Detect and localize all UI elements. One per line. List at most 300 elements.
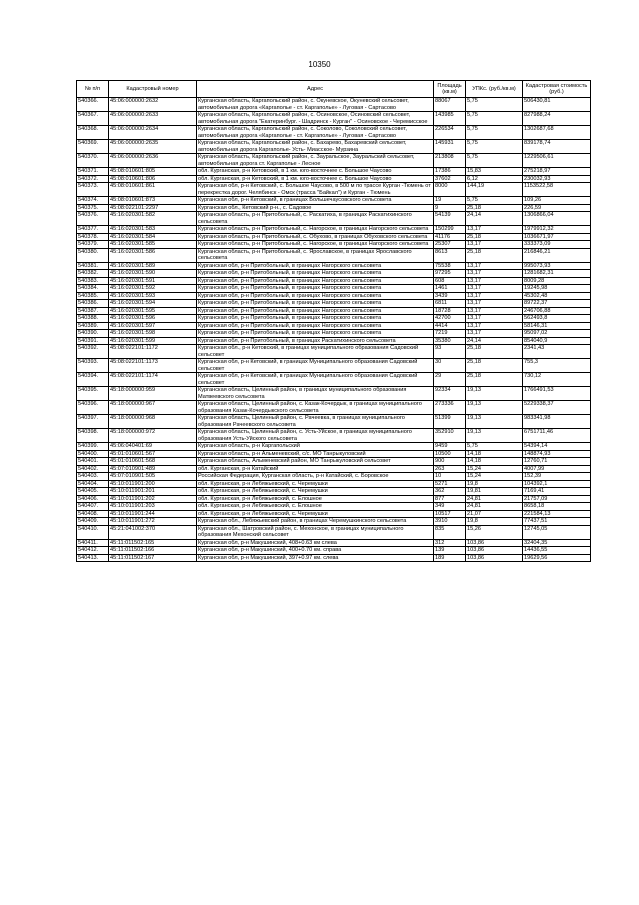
row-number-cell: 540391. <box>77 337 109 345</box>
cadastral-cost-cell: 221584,13 <box>523 510 591 518</box>
header-cost: Кадастровая стоимость (руб.) <box>523 81 591 98</box>
cadastral-number-cell: 45:16:020301:590 <box>109 270 197 278</box>
cadastral-cost-cell: 827988,24 <box>523 112 591 126</box>
row-number-cell: 540389. <box>77 322 109 330</box>
area-cell: 17386 <box>434 168 466 176</box>
table-row <box>77 248 591 262</box>
area-cell: 42700 <box>434 315 466 323</box>
cadastral-cost-cell: 226,59 <box>523 204 591 212</box>
area-cell: 9 <box>434 204 466 212</box>
cadastral-number-cell: 45:08:010601:873 <box>109 197 197 205</box>
area-cell: 145931 <box>434 140 466 154</box>
row-number-cell: 540411. <box>77 539 109 547</box>
cadastral-number-cell: 45:10:011901:200 <box>109 480 197 488</box>
table-row <box>77 415 591 429</box>
upks-cell: 19,13 <box>466 415 523 429</box>
cadastral-cost-cell: 6751711,46 <box>523 429 591 443</box>
cadastral-number-cell: 45:21:041002:370 <box>109 525 197 539</box>
upks-cell: 21,07 <box>466 510 523 518</box>
cadastral-cost-cell: 839178,74 <box>523 140 591 154</box>
cadastral-number-cell: 45:16:020301:585 <box>109 241 197 249</box>
row-number-cell: 540367. <box>77 112 109 126</box>
cadastral-cost-cell: 1153522,58 <box>523 183 591 197</box>
cadastral-cost-cell: 755,3 <box>523 359 591 373</box>
cadastral-cost-cell: 19245,98 <box>523 285 591 293</box>
cadastral-cost-cell: 45302,48 <box>523 292 591 300</box>
cadastral-number-cell: 45:08:010601:806 <box>109 175 197 183</box>
row-number-cell: 540385. <box>77 292 109 300</box>
area-cell: 93 <box>434 345 466 359</box>
cadastral-number-cell: 45:16:020301:582 <box>109 212 197 226</box>
upks-cell: 103,86 <box>466 554 523 562</box>
row-number-cell: 540408. <box>77 510 109 518</box>
cadastral-number-cell: 45:08:022101:1174 <box>109 373 197 387</box>
table-row <box>77 345 591 359</box>
address-cell: Курганская область, Целинный район, с. Рачеевка, в границах муниципального образования Рачеевского сельсовета <box>197 415 434 429</box>
address-cell: Курганская обл, р-н Притобольный, в границах Нагорского сельсовета <box>197 292 434 300</box>
cadastral-cost-cell: 14436,55 <box>523 547 591 555</box>
row-number-cell: 540404. <box>77 480 109 488</box>
upks-cell: 13,17 <box>466 285 523 293</box>
area-cell: 8000 <box>434 183 466 197</box>
cadastral-number-cell: 45:06:000000:2635 <box>109 140 197 154</box>
cadastral-number-cell: 45:18:000000:972 <box>109 429 197 443</box>
cadastral-cost-cell: 1302687,68 <box>523 126 591 140</box>
area-cell: 900 <box>434 458 466 466</box>
row-number-cell: 540373. <box>77 183 109 197</box>
row-number-cell: 540398. <box>77 429 109 443</box>
upks-cell: 13,17 <box>466 241 523 249</box>
upks-cell: 15,24 <box>466 465 523 473</box>
cadastral-cost-cell: 854040,9 <box>523 337 591 345</box>
table-row <box>77 554 591 562</box>
upks-cell: 14,18 <box>466 458 523 466</box>
cadastral-number-cell: 45:08:010601:861 <box>109 183 197 197</box>
row-number-cell: 540406. <box>77 495 109 503</box>
area-cell: 3910 <box>434 518 466 526</box>
row-number-cell: 540377. <box>77 226 109 234</box>
table-row <box>77 183 591 197</box>
row-number-cell: 540379. <box>77 241 109 249</box>
upks-cell: 19,8 <box>466 480 523 488</box>
cadastral-number-cell: 45:16:020301:595 <box>109 307 197 315</box>
row-number-cell: 540386. <box>77 300 109 308</box>
cadastral-cost-cell: 12745,05 <box>523 525 591 539</box>
cadastral-number-cell: 45:08:010601:805 <box>109 168 197 176</box>
area-cell: 150299 <box>434 226 466 234</box>
area-cell: 139 <box>434 547 466 555</box>
table-row <box>77 322 591 330</box>
address-cell: Курганская обл., Шатровский район, с. Мехонское, в границах муниципального образования Мехонский сельсовет <box>197 525 434 539</box>
address-cell: обл. Курганская, р-н Лебяжьевский, с. Елошное <box>197 495 434 503</box>
cadastral-number-cell: 45:06:000000:2632 <box>109 98 197 112</box>
address-cell: Курганская обл, р-н Притобольный, в границах Нагорского сельсовета <box>197 330 434 338</box>
row-number-cell: 540374. <box>77 197 109 205</box>
cadastral-number-cell: 45:18:000000:967 <box>109 401 197 415</box>
address-cell: Курганская обл., Лебяжьевский район, в границах Черемушкинского сельсовета <box>197 518 434 526</box>
upks-cell: 24,14 <box>466 212 523 226</box>
cadastral-number-cell: 45:16:020301:589 <box>109 262 197 270</box>
table-row <box>77 473 591 481</box>
area-cell: 41176 <box>434 233 466 241</box>
area-cell: 35380 <box>434 337 466 345</box>
table-row <box>77 204 591 212</box>
table-row <box>77 212 591 226</box>
upks-cell: 13,17 <box>466 322 523 330</box>
area-cell: 18728 <box>434 307 466 315</box>
row-number-cell: 540378. <box>77 233 109 241</box>
upks-cell: 5,75 <box>466 443 523 451</box>
table-row <box>77 140 591 154</box>
row-number-cell: 540366. <box>77 98 109 112</box>
row-number-cell: 540405. <box>77 488 109 496</box>
area-cell: 29 <box>434 373 466 387</box>
cadastral-number-cell: 45:06:000000:2636 <box>109 154 197 168</box>
address-cell: Курганская обл, р-н Притобольный, в границах Нагорского сельсовета <box>197 270 434 278</box>
upks-cell: 13,17 <box>466 270 523 278</box>
upks-cell: 15,26 <box>466 525 523 539</box>
area-cell: 25307 <box>434 241 466 249</box>
cadastral-cost-cell: 216846,21 <box>523 248 591 262</box>
cadastral-cost-cell: 8009,28 <box>523 277 591 285</box>
cadastral-cost-cell: 109,26 <box>523 197 591 205</box>
header-area: Площадь (кв.м) <box>434 81 466 98</box>
row-number-cell: 540401. <box>77 458 109 466</box>
upks-cell: 144,19 <box>466 183 523 197</box>
cadastral-cost-cell: 2341,43 <box>523 345 591 359</box>
header-addr: Адрес <box>197 81 434 98</box>
row-number-cell: 540400. <box>77 450 109 458</box>
table-row <box>77 458 591 466</box>
address-cell: обл. Курганская, р-н Лебяжьевский, с. Черемушки <box>197 510 434 518</box>
row-number-cell: 540388. <box>77 315 109 323</box>
upks-cell: 25,18 <box>466 345 523 359</box>
row-number-cell: 540396. <box>77 401 109 415</box>
cadastral-number-cell: 45:16:020301:584 <box>109 233 197 241</box>
cadastral-cost-cell: 1229506,61 <box>523 154 591 168</box>
area-cell: 51399 <box>434 415 466 429</box>
upks-cell: 13,17 <box>466 315 523 323</box>
cadastral-cost-cell: 1281682,31 <box>523 270 591 278</box>
row-number-cell: 540392. <box>77 345 109 359</box>
address-cell: обл. Курганская, р-н Кетовский, в 1 км. юго-восточнее с. Большое Чаусово <box>197 168 434 176</box>
area-cell: 9459 <box>434 443 466 451</box>
cadastral-cost-cell: 95097,02 <box>523 330 591 338</box>
area-cell: 143985 <box>434 112 466 126</box>
area-cell: 54139 <box>434 212 466 226</box>
table-row <box>77 525 591 539</box>
table-row <box>77 337 591 345</box>
cadastral-cost-cell: 730,12 <box>523 373 591 387</box>
table-row <box>77 330 591 338</box>
area-cell: 273336 <box>434 401 466 415</box>
table-row <box>77 241 591 249</box>
upks-cell: 13,17 <box>466 300 523 308</box>
address-cell: Курганская область, Каргапольский район, с. Зауральское, Зауральский сельсовет, автомобильная дорога ст. Каргаполье - Лесное <box>197 154 434 168</box>
cadastral-number-cell: 45:16:020301:599 <box>109 337 197 345</box>
cadastral-number-cell: 45:07:010901:505 <box>109 473 197 481</box>
table-body <box>77 98 591 562</box>
address-cell: Курганская область, Каргапольский район, с. Соколово, Соколовский сельсовет, автомобильная дорога «Каргаполье - ст. Каргаполье» - Луговая - Сартасово <box>197 126 434 140</box>
address-cell: Курганская обл., Кетовский р-н., с. Садовое <box>197 204 434 212</box>
upks-cell: 103,86 <box>466 539 523 547</box>
row-number-cell: 540382. <box>77 270 109 278</box>
table-row <box>77 465 591 473</box>
row-number-cell: 540369. <box>77 140 109 154</box>
upks-cell: 13,17 <box>466 292 523 300</box>
row-number-cell: 540413. <box>77 554 109 562</box>
header-kad: Кадастровый номер <box>109 81 197 98</box>
cadastral-number-cell: 45:16:020301:594 <box>109 300 197 308</box>
area-cell: 263 <box>434 465 466 473</box>
cadastral-cost-cell: 21757,09 <box>523 495 591 503</box>
upks-cell: 5,75 <box>466 154 523 168</box>
area-cell: 8613 <box>434 248 466 262</box>
area-cell: 10 <box>434 473 466 481</box>
header-row <box>77 81 591 98</box>
address-cell: Курганская область, р-н Альменевский, с/с. МО Танрыкуловский <box>197 450 434 458</box>
table-row <box>77 277 591 285</box>
table-row <box>77 292 591 300</box>
area-cell: 352910 <box>434 429 466 443</box>
cadastral-number-cell: 45:07:010901:489 <box>109 465 197 473</box>
address-cell: обл. Курганская, р-н Катайский <box>197 465 434 473</box>
upks-cell: 19,13 <box>466 429 523 443</box>
upks-cell: 13,17 <box>466 307 523 315</box>
cadastral-cost-cell: 54394,14 <box>523 443 591 451</box>
address-cell: Курганская область, р-н Каргапольский <box>197 443 434 451</box>
table-row <box>77 126 591 140</box>
address-cell: Курганская обл., р-н Кетовский, в границах муниципального образования Садовский сельсовет <box>197 345 434 359</box>
area-cell: 97295 <box>434 270 466 278</box>
cadastral-cost-cell: 995073,93 <box>523 262 591 270</box>
table-row <box>77 98 591 112</box>
cadastral-number-cell: 45:18:000000:968 <box>109 415 197 429</box>
cadastral-cost-cell: 58146,31 <box>523 322 591 330</box>
address-cell: Курганская область, Каргапольский район, с. Окуневское, Окуневский сельсовет, автомобильная дорога «Каргаполье - ст. Каргаполье» - Луговая - Сартасово <box>197 98 434 112</box>
area-cell: 312 <box>434 539 466 547</box>
cadastral-table <box>76 80 591 562</box>
area-cell: 7219 <box>434 330 466 338</box>
area-cell: 19 <box>434 197 466 205</box>
cadastral-cost-cell: 562493,8 <box>523 315 591 323</box>
address-cell: Курганская обл, р-н Притобольный, в границах Нагорского сельсовета <box>197 315 434 323</box>
row-number-cell: 540402. <box>77 465 109 473</box>
address-cell: обл. Курганская, р-н Лебяжьевский, с. Елошное <box>197 503 434 511</box>
cadastral-cost-cell: 1306866,04 <box>523 212 591 226</box>
upks-cell: 5,75 <box>466 140 523 154</box>
address-cell: Курганская область, Каргапольский район, с. Осиновское, Осиновский сельсовет, автомобильная дорога "Екатеринбург. - Шадринск - Курган" - Осиновское - Черемисское <box>197 112 434 126</box>
row-number-cell: 540410. <box>77 525 109 539</box>
upks-cell: 24,14 <box>466 337 523 345</box>
row-number-cell: 540368. <box>77 126 109 140</box>
upks-cell: 25,18 <box>466 359 523 373</box>
address-cell: Курганская обл, р-н Притобольный, в границах Нагорского сельсовета <box>197 300 434 308</box>
area-cell: 3439 <box>434 292 466 300</box>
cadastral-cost-cell: 1766491,53 <box>523 387 591 401</box>
upks-cell: 19,13 <box>466 387 523 401</box>
upks-cell: 25,18 <box>466 233 523 241</box>
address-cell: Курганская область, р-н Притобольный, с. Раскатиха, в границах Раскатихинского сельсовета <box>197 212 434 226</box>
row-number-cell: 540393. <box>77 359 109 373</box>
table-row <box>77 300 591 308</box>
row-number-cell: 540384. <box>77 285 109 293</box>
cadastral-cost-cell: 19629,56 <box>523 554 591 562</box>
cadastral-number-cell: 45:18:000000:959 <box>109 387 197 401</box>
cadastral-number-cell: 45:06:000000:2633 <box>109 112 197 126</box>
row-number-cell: 540370. <box>77 154 109 168</box>
address-cell: Курганская обл, р-н Кетовский, в границах Муниципального образования Садовский сельсовет <box>197 359 434 373</box>
table-row <box>77 480 591 488</box>
table-row <box>77 450 591 458</box>
upks-cell: 13,17 <box>466 277 523 285</box>
address-cell: Курганская обл, р-н Притобольный, в границах Нагорского сельсовета <box>197 285 434 293</box>
table-row <box>77 387 591 401</box>
cadastral-number-cell: 45:16:020301:583 <box>109 226 197 234</box>
upks-cell: 6,12 <box>466 175 523 183</box>
address-cell: Курганская обл, р-н Притобольный, в границах Нагорского сельсовета <box>197 277 434 285</box>
row-number-cell: 540407. <box>77 503 109 511</box>
row-number-cell: 540395. <box>77 387 109 401</box>
upks-cell: 13,17 <box>466 262 523 270</box>
cadastral-number-cell: 45:10:011901:272 <box>109 518 197 526</box>
address-cell: Курганская область, р-н Притобольный, с. Нагорское, в границах Нагорского сельсовета <box>197 241 434 249</box>
upks-cell: 5,75 <box>466 197 523 205</box>
area-cell: 30 <box>434 359 466 373</box>
area-cell: 10500 <box>434 450 466 458</box>
row-number-cell: 540399. <box>77 443 109 451</box>
row-number-cell: 540387. <box>77 307 109 315</box>
upks-cell: 15,83 <box>466 168 523 176</box>
area-cell: 189 <box>434 554 466 562</box>
cadastral-number-cell: 45:16:020301:586 <box>109 248 197 262</box>
address-cell: Курганская область, р-н Притобольный, с. Ярославское, в границах Ярославского сельсовета <box>197 248 434 262</box>
upks-cell: 14,18 <box>466 450 523 458</box>
table-row <box>77 315 591 323</box>
table-row <box>77 539 591 547</box>
table-row <box>77 112 591 126</box>
header-upks: УПКс. (руб./кв.м) <box>466 81 523 98</box>
cadastral-cost-cell: 275218,97 <box>523 168 591 176</box>
upks-cell: 19,8 <box>466 518 523 526</box>
cadastral-cost-cell: 152,39 <box>523 473 591 481</box>
area-cell: 92334 <box>434 387 466 401</box>
address-cell: Курганская обл, р-н Макушинский, 400+0.70 км. справа <box>197 547 434 555</box>
table-row <box>77 547 591 555</box>
cadastral-number-cell: 45:08:022101:2297 <box>109 204 197 212</box>
table-row <box>77 233 591 241</box>
upks-cell: 25,18 <box>466 204 523 212</box>
address-cell: Курганская обл, р-н Притобольный, в границах Нагорского сельсовета <box>197 262 434 270</box>
address-cell: Курганская обл, р-н Макушинский, 397+0.97 км. слева <box>197 554 434 562</box>
table-row <box>77 307 591 315</box>
cadastral-cost-cell: 7169,41 <box>523 488 591 496</box>
area-cell: 6811 <box>434 300 466 308</box>
cadastral-number-cell: 45:16:020301:592 <box>109 285 197 293</box>
cadastral-cost-cell: 4007,99 <box>523 465 591 473</box>
row-number-cell: 540380. <box>77 248 109 262</box>
table-row <box>77 270 591 278</box>
cadastral-cost-cell: 246706,88 <box>523 307 591 315</box>
cadastral-number-cell: 45:16:020301:598 <box>109 330 197 338</box>
row-number-cell: 540376. <box>77 212 109 226</box>
table-row <box>77 510 591 518</box>
cadastral-number-cell: 45:01:010601:568 <box>109 458 197 466</box>
table-row <box>77 429 591 443</box>
area-cell: 37602 <box>434 175 466 183</box>
cadastral-cost-cell: 8658,18 <box>523 503 591 511</box>
page-number: 10350 <box>308 60 331 69</box>
area-cell: 835 <box>434 525 466 539</box>
cadastral-cost-cell: 148874,93 <box>523 450 591 458</box>
upks-cell: 25,18 <box>466 373 523 387</box>
cadastral-number-cell: 45:06:000000:2634 <box>109 126 197 140</box>
cadastral-cost-cell: 333373,09 <box>523 241 591 249</box>
area-cell: 10517 <box>434 510 466 518</box>
upks-cell: 5,75 <box>466 126 523 140</box>
cadastral-cost-cell: 104392,1 <box>523 480 591 488</box>
row-number-cell: 540375. <box>77 204 109 212</box>
cadastral-cost-cell: 506430,81 <box>523 98 591 112</box>
area-cell: 349 <box>434 503 466 511</box>
address-cell: Курганская область, р-н Притобольный, с. Обухово, в границах Обуховского сельсовета <box>197 233 434 241</box>
cadastral-number-cell: 45:10:011901:202 <box>109 495 197 503</box>
row-number-cell: 540394. <box>77 373 109 387</box>
cadastral-number-cell: 45:10:011901:244 <box>109 510 197 518</box>
cadastral-number-cell: 45:16:020301:597 <box>109 322 197 330</box>
table-row <box>77 503 591 511</box>
address-cell: Курганская обл, р-н Кетовский, с. Большое Чаусово, в 500 м по трассе Курган -Тюмень от перекрестка дорог. Челябинск - Омск (трасса "Байкал") и Курган - Тюмень <box>197 183 434 197</box>
address-cell: Курганская область, Целинный район, с. Казак-Кочердык, в границах муниципального образования Казак-Кочердыкского сельсовета <box>197 401 434 415</box>
upks-cell: 24,81 <box>466 495 523 503</box>
address-cell: обл. Курганская, р-н Лебяжьевский, с. Черемушки <box>197 480 434 488</box>
cadastral-number-cell: 45:01:010601:567 <box>109 450 197 458</box>
cadastral-number-cell: 45:11:011502:165 <box>109 539 197 547</box>
area-cell: 213808 <box>434 154 466 168</box>
area-cell: 877 <box>434 495 466 503</box>
row-number-cell: 540397. <box>77 415 109 429</box>
table-row <box>77 175 591 183</box>
cadastral-cost-cell: 77437,51 <box>523 518 591 526</box>
area-cell: 362 <box>434 488 466 496</box>
row-number-cell: 540412. <box>77 547 109 555</box>
cadastral-number-cell: 45:11:011502:166 <box>109 547 197 555</box>
row-number-cell: 540381. <box>77 262 109 270</box>
upks-cell: 19,81 <box>466 488 523 496</box>
address-cell: Курганская область, р-н Притобольный, с. Нагорское, в границах Нагорского сельсовета <box>197 226 434 234</box>
area-cell: 226534 <box>434 126 466 140</box>
upks-cell: 13,17 <box>466 226 523 234</box>
cadastral-number-cell: 45:16:020301:593 <box>109 292 197 300</box>
table-row <box>77 154 591 168</box>
row-number-cell: 540409. <box>77 518 109 526</box>
address-cell: Курганская обл, р-н Макушинский, 408+0.63 км слева <box>197 539 434 547</box>
upks-cell: 24,81 <box>466 503 523 511</box>
cadastral-cost-cell: 5229338,37 <box>523 401 591 415</box>
address-cell: Курганская обл, р-н Кетовский, в границах Большечаусовского сельсовета <box>197 197 434 205</box>
area-cell: 5271 <box>434 480 466 488</box>
cadastral-number-cell: 45:10:011901:201 <box>109 488 197 496</box>
table-row <box>77 443 591 451</box>
cadastral-cost-cell: 1979912,32 <box>523 226 591 234</box>
address-cell: обл. Курганская, р-н Кетовский, в 1 км. юго-восточнее с. Большое Чаусово <box>197 175 434 183</box>
cadastral-cost-cell: 12760,71 <box>523 458 591 466</box>
area-cell: 75538 <box>434 262 466 270</box>
table-row <box>77 262 591 270</box>
address-cell: Курганская область, Целинный район, с. Усть-Уйское, в границах муниципального образования Усть-Уйского сельсовета <box>197 429 434 443</box>
table-row <box>77 488 591 496</box>
table-row <box>77 373 591 387</box>
